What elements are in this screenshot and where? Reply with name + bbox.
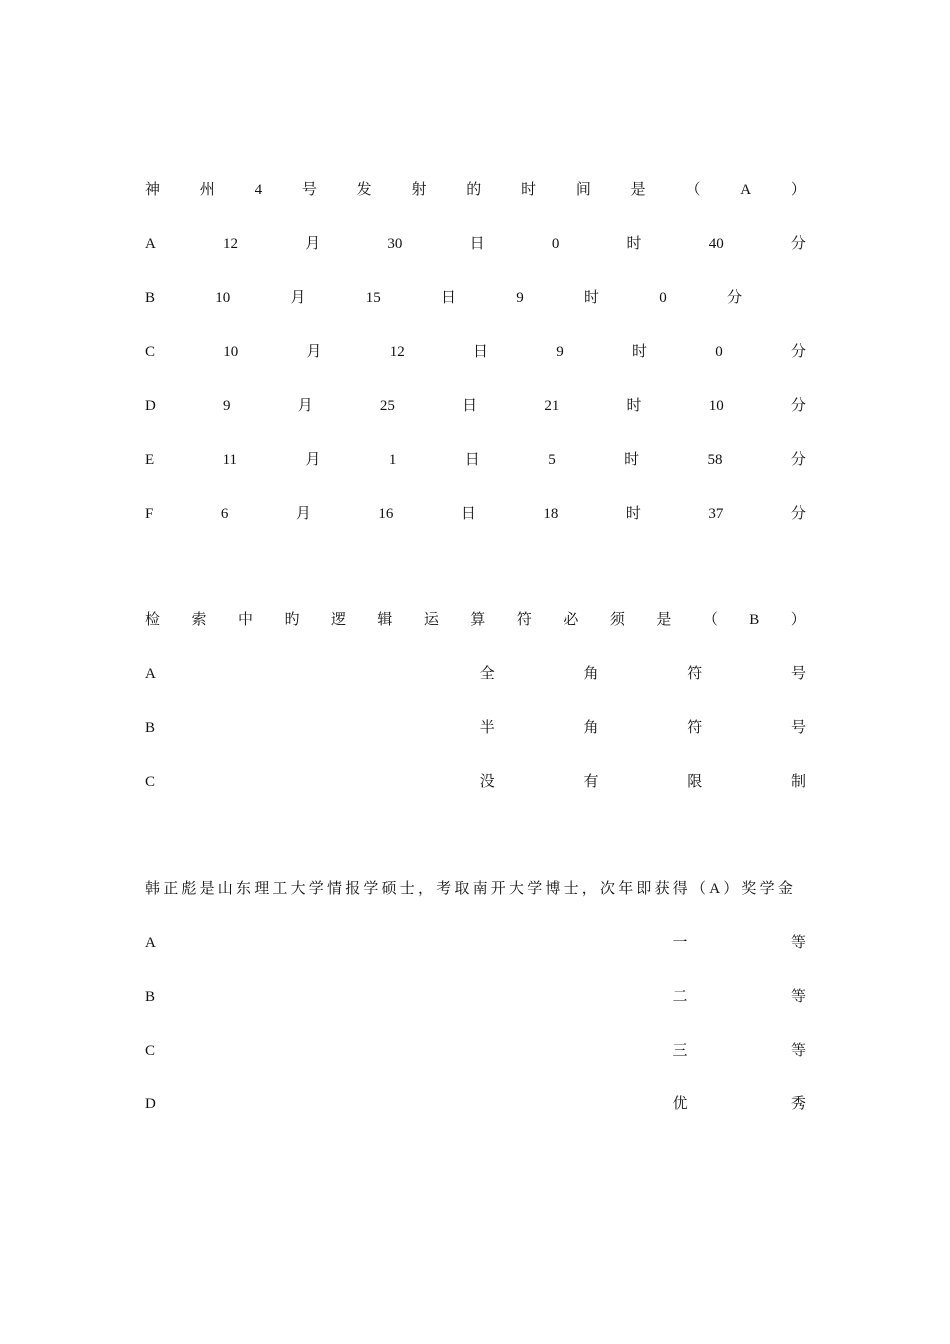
stem-char: （: [702, 612, 718, 628]
question-2-option-b: [145, 718, 806, 738]
stem-char: 4: [254, 182, 263, 198]
option-token: 月: [290, 290, 306, 306]
option-token: 角: [583, 720, 599, 736]
stem-char: 是: [656, 612, 672, 628]
option-token: 日: [462, 398, 478, 414]
option-token: 月: [306, 344, 322, 360]
option-token: 时: [631, 344, 647, 360]
stem-char: 间: [575, 182, 591, 198]
option-token: 11: [222, 452, 238, 468]
stem-char: 中: [237, 612, 253, 628]
option-token: 58: [707, 452, 723, 468]
stem-char: 的: [466, 182, 482, 198]
option-token: 日: [472, 344, 488, 360]
answer-letter: B: [749, 612, 760, 628]
option-token: 等: [790, 1043, 806, 1059]
option-letter: B: [145, 720, 156, 736]
option-token: 分: [790, 506, 806, 522]
question-2-option-a: [145, 664, 806, 684]
option-token: 5: [548, 452, 556, 468]
option-token: 日: [469, 236, 485, 252]
option-token: 号: [790, 666, 806, 682]
option-letter: C: [145, 1043, 156, 1059]
option-token: 40: [708, 236, 724, 252]
stem-char: 辑: [377, 612, 393, 628]
stem-char: 运: [423, 612, 439, 628]
option-token: 21: [544, 398, 560, 414]
question-3-option-b: [145, 987, 806, 1007]
option-token: 时: [583, 290, 599, 306]
option-token: 15: [365, 290, 381, 306]
option-token: 月: [295, 506, 311, 522]
option-token: 9: [556, 344, 564, 360]
question-1-option-b: [145, 288, 742, 308]
option-token: 有: [583, 774, 599, 790]
option-token: 日: [460, 506, 476, 522]
option-token: 12: [389, 344, 405, 360]
question-1-option-f: [145, 504, 806, 524]
stem-char: 必: [563, 612, 579, 628]
stem-char: 须: [609, 612, 625, 628]
option-token: 月: [305, 236, 321, 252]
option-token: 半: [479, 720, 495, 736]
option-token: 10: [223, 344, 239, 360]
option-token: 时: [626, 398, 642, 414]
option-token: 符: [687, 720, 703, 736]
option-token: 分: [790, 236, 806, 252]
question-3-option-a: [145, 933, 806, 953]
option-letter: F: [145, 506, 154, 522]
option-token: 制: [790, 774, 806, 790]
option-token: 一: [672, 935, 688, 951]
option-token: 0: [659, 290, 667, 306]
option-letter: C: [145, 774, 156, 790]
option-letter: D: [145, 1096, 156, 1112]
stem-char: 时: [521, 182, 537, 198]
stem-char: 州: [199, 182, 215, 198]
option-letter: E: [145, 452, 155, 468]
option-token: 等: [790, 989, 806, 1005]
question-2-option-c: [145, 772, 806, 792]
option-token: 9: [223, 398, 231, 414]
option-token: 没: [479, 774, 495, 790]
stem-char: 索: [191, 612, 207, 628]
stem-char: 发: [356, 182, 372, 198]
question-3-stem: 韩正彪是山东理工大学情报学硕士，考取南开大学博士，次年即获得（A）奖学金: [145, 881, 797, 897]
option-token: 分: [790, 452, 806, 468]
stem-char: ）: [790, 612, 806, 628]
option-letter: A: [145, 666, 156, 682]
question-1-stem: [145, 180, 806, 200]
option-token: 1: [388, 452, 397, 468]
option-token: 日: [440, 290, 456, 306]
stem-char: 检: [145, 612, 161, 628]
stem-char: 号: [301, 182, 317, 198]
option-token: 等: [790, 935, 806, 951]
option-letter: A: [145, 935, 156, 951]
option-token: 10: [215, 290, 231, 306]
option-token: 符: [687, 666, 703, 682]
question-1-option-a: [145, 234, 806, 254]
stem-char: 神: [145, 182, 161, 198]
option-token: 30: [387, 236, 403, 252]
option-token: 0: [551, 236, 560, 252]
option-token: 0: [715, 344, 723, 360]
stem-char: 逻: [330, 612, 346, 628]
option-letter: B: [145, 989, 156, 1005]
option-token: 日: [464, 452, 480, 468]
option-token: 6: [220, 506, 229, 522]
option-token: 时: [625, 506, 641, 522]
option-token: 时: [626, 236, 642, 252]
option-token: 9: [516, 290, 524, 306]
option-token: 全: [479, 666, 495, 682]
option-letter: B: [145, 290, 156, 306]
stem-char: 符: [516, 612, 532, 628]
answer-letter: A: [740, 182, 752, 198]
option-token: 角: [583, 666, 599, 682]
stem-char: 是: [630, 182, 646, 198]
option-token: 优: [672, 1096, 688, 1112]
option-token: 37: [708, 506, 724, 522]
option-token: 限: [687, 774, 703, 790]
option-token: 分: [790, 398, 806, 414]
question-3-option-c: [145, 1041, 806, 1061]
option-token: 分: [790, 344, 806, 360]
stem-char: 算: [470, 612, 486, 628]
option-token: 16: [378, 506, 394, 522]
option-token: 12: [223, 236, 239, 252]
option-token: 号: [790, 720, 806, 736]
option-token: 时: [624, 452, 640, 468]
question-1-option-c: [145, 342, 806, 362]
option-token: 25: [379, 398, 395, 414]
question-1-option-d: [145, 396, 806, 416]
option-token: 秀: [790, 1096, 806, 1112]
stem-char: ）: [790, 182, 806, 198]
option-letter: A: [145, 236, 156, 252]
stem-char: （: [685, 182, 701, 198]
option-token: 三: [672, 1043, 688, 1059]
question-2-stem: [145, 610, 806, 630]
stem-char: 旳: [284, 612, 300, 628]
question-3-option-d: [145, 1094, 806, 1114]
option-token: 10: [708, 398, 724, 414]
option-token: 月: [305, 452, 321, 468]
stem-char: 射: [411, 182, 427, 198]
option-token: 二: [672, 989, 688, 1005]
option-token: 18: [543, 506, 559, 522]
option-letter: D: [145, 398, 156, 414]
option-token: 分: [726, 290, 742, 306]
option-letter: C: [145, 344, 156, 360]
question-1-option-e: [145, 450, 806, 470]
option-token: 月: [297, 398, 313, 414]
